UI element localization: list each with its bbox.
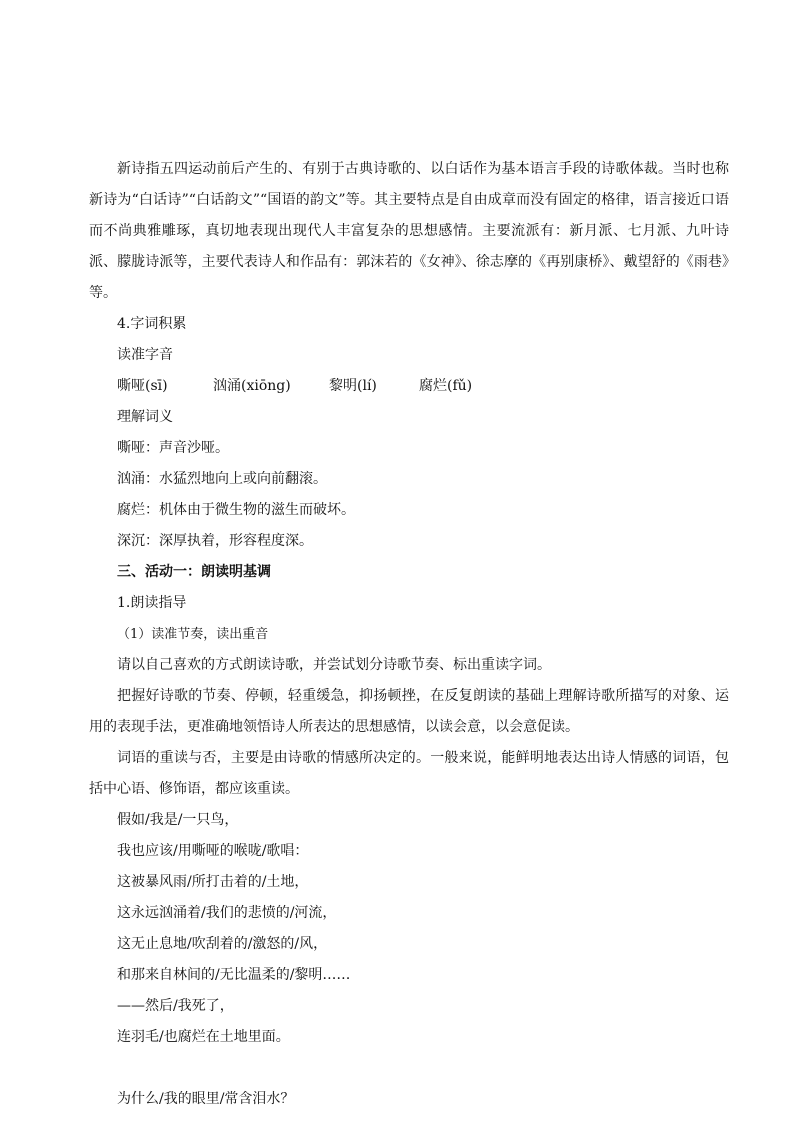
poem-line: 和那来自林间的/无比温柔的/黎明……	[117, 967, 351, 983]
poem-line: 这永远汹涌着/我们的悲愤的/河流，	[117, 905, 337, 921]
activity-subheading: 1.朗读指导	[117, 595, 187, 611]
activity-sub-item: （1）读准节奏，读出重音	[117, 627, 269, 642]
poem-line: 连羽毛/也腐烂在土地里面。	[117, 1029, 290, 1045]
document-content	[89, 154, 729, 1115]
pronunciation-item: 汹涌(xiōng)	[213, 378, 291, 394]
vocab-heading: 4.字词积累	[117, 316, 187, 332]
poem-line: 这被暴风雨/所打击着的/土地，	[117, 874, 309, 890]
meaning-heading: 理解词义	[117, 409, 173, 425]
intro-paragraph: 新诗指五四运动前后产生的、有别于古典诗歌的、以白话作为基本语言手段的诗歌体裁。当时也称新诗为“白话诗”“白话韵文”“国语的韵文”等。其主要特点是自由成章而没有固定的格律，语言接近口语而不尚典雅雕琢，真切地表现出现代人丰富复杂的思想感情。主要流派有：新月派、七月派、九叶诗派、朦胧诗派等，主要代表诗人和作品有：郭沫若的《女神》、徐志摩的《再别康桥》、戴望舒的《雨巷》等。	[89, 161, 729, 301]
poem-line-final: 为什么/我的眼里/常含泪水？	[117, 1091, 295, 1107]
activity-paragraph: 词语的重读与否，主要是由诗歌的情感所决定的。一般来说，能鲜明地表达出诗人情感的词语，包括中心语、修饰语，都应该重读。	[89, 750, 729, 797]
meaning-item: 嘶哑：声音沙哑。	[117, 440, 229, 456]
poem-line: 我也应该/用嘶哑的喉咙/歌唱：	[117, 843, 309, 859]
pronunciation-heading: 读准字音	[117, 347, 173, 363]
poem-line: 这无止息地/吹刮着的/激怒的/风，	[117, 936, 328, 952]
meaning-item: 汹涌：水猛烈地向上或向前翻滚。	[117, 471, 327, 487]
activity-paragraph: 请以自己喜欢的方式朗读诗歌，并尝试划分诗歌节奏、标出重读字词。	[117, 657, 551, 673]
stanza-gap	[89, 1053, 729, 1084]
poem-line: ——然后/我死了，	[117, 998, 234, 1014]
pronunciation-row	[89, 371, 729, 402]
activity-paragraph: 把握好诗歌的节奏、停顿，轻重缓急，抑扬顿挫，在反复朗读的基础上理解诗歌所描写的对象、运用的表现手法，更准确地领悟诗人所表达的思想感情，以读会意，以会意促读。	[89, 688, 729, 735]
pronunciation-item: 嘶哑(sī)	[117, 378, 168, 394]
poem-line: 假如/我是/一只鸟，	[117, 812, 239, 828]
pronunciation-item: 黎明(lí)	[329, 378, 377, 394]
meaning-item: 腐烂：机体由于微生物的滋生而破坏。	[117, 502, 355, 518]
meaning-item: 深沉：深厚执着，形容程度深。	[117, 533, 313, 549]
activity-heading: 三、活动一：朗读明基调	[117, 564, 271, 580]
pronunciation-item: 腐烂(fǔ)	[419, 378, 473, 394]
